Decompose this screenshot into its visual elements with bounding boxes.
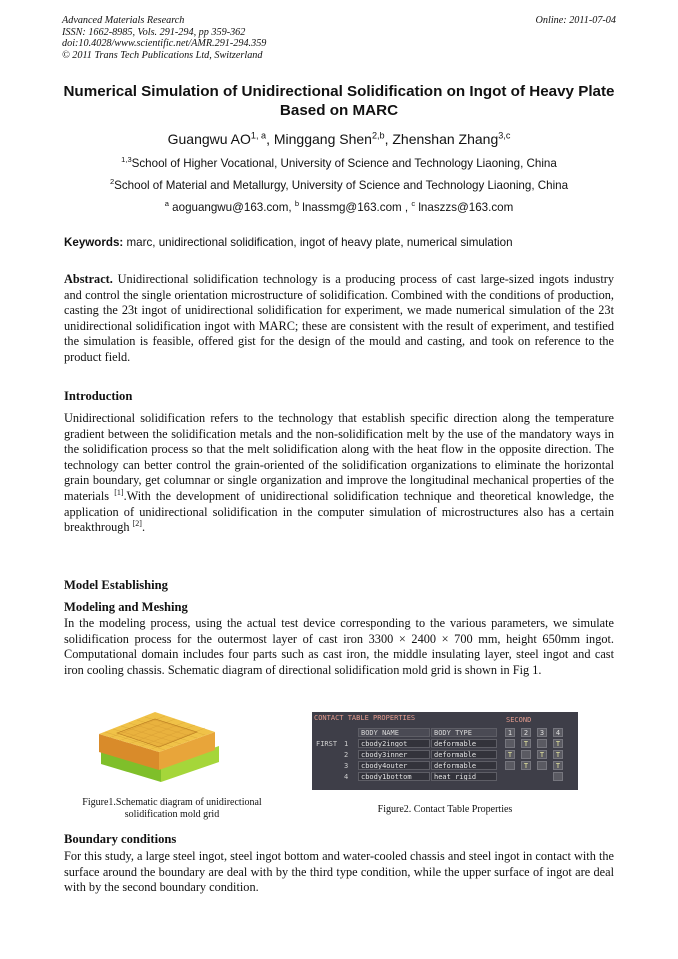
affiliation-1 [0, 157, 678, 170]
body-type-header: BODY TYPE [431, 728, 497, 737]
intro-part-2: .With the development of unidirectional solidification technique and theoretical knowledge, the application of unidirectional solidification in the computer simulation of microstructures also has a certain breakthrough [64, 488, 615, 535]
first-label: FIRST [316, 740, 338, 748]
keywords-label: Keywords: [64, 236, 124, 249]
row-2-cell-2[interactable] [521, 750, 531, 759]
modeling-subheading: Modeling and Meshing [64, 600, 188, 614]
row-2-cell-3[interactable]: T [537, 750, 547, 759]
boundary-heading: Boundary conditions [64, 832, 177, 846]
affiliation-1-text: School of Higher Vocational, University of Science and Technology Liaoning, China [131, 157, 557, 170]
row-4-name: cbody1bottom [358, 772, 430, 781]
row-2-name: cbody3inner [358, 750, 430, 759]
copyright: © 2011 Trans Tech Publications Ltd, Switzerland [62, 49, 263, 61]
doi: doi:10.4028/www.scientific.net/AMR.291-294.359 [62, 38, 267, 49]
row-4-cell-4[interactable] [553, 772, 563, 781]
col-header-1: 1 [505, 728, 515, 737]
author-2-sup: 2,b [371, 130, 385, 141]
body-name-header: BODY NAME [358, 728, 430, 737]
journal-name: Advanced Materials Research [62, 15, 185, 26]
row-2-cell-4[interactable]: T [553, 750, 563, 759]
row-3-cell-3[interactable] [537, 761, 547, 770]
email-b-sup: b [294, 199, 300, 209]
introduction-text [64, 411, 614, 536]
row-1-cell-3[interactable] [537, 739, 547, 748]
email-a-sup: a [164, 199, 169, 209]
col-header-4: 4 [553, 728, 563, 737]
row-3-type: deformable [431, 761, 497, 770]
row-3-name: cbody4outer [358, 761, 430, 770]
citation-2[interactable]: [2] [132, 519, 142, 529]
abstract-text: Unidirectional solidification technology is a producing process of cast large-sized ingots industry and control the single orientation microstructure of solidification. Combined with the conditions of production, casting the 23t ingot of unidirectional solidification for experiment, we made numerical simulation of the 23t unidirectional solidification ingot with MARC; these are consistent with the result of experiment, and testified the simulation is feasible, offered gist for the design of the mould and casting, and took on reference to the product field. [64, 272, 614, 364]
author-1-sup: 1, a [250, 130, 267, 141]
row-number-3: 3 [344, 762, 349, 770]
issn: ISSN: 1662-8985, Vols. 291-294, pp 359-362 [62, 26, 246, 38]
row-2-cell-1[interactable]: T [505, 750, 515, 759]
row-2-type: deformable [431, 750, 497, 759]
citation-1[interactable]: [1] [114, 487, 124, 497]
email-c-sup: c [411, 199, 416, 209]
keywords [64, 236, 513, 249]
email-a[interactable]: aoguangwu@163.com, [172, 201, 292, 214]
row-3-cell-4[interactable]: T [553, 761, 563, 770]
email-line [0, 201, 678, 214]
contact-table-title: CONTACT TABLE PROPERTIES [314, 714, 416, 722]
row-1-name: cbody2ingot [358, 739, 430, 748]
affiliation-2-sup: 2 [109, 177, 115, 187]
row-1-type: deformable [431, 739, 497, 748]
second-label: SECOND [506, 716, 532, 724]
col-header-2: 2 [521, 728, 531, 737]
paper-title: Numerical Simulation of Unidirectional Solidification on Ingot of Heavy Plate Based on MARC [63, 83, 615, 119]
keywords-text: marc, unidirectional solidification, ingot of heavy plate, numerical simulation [126, 236, 513, 249]
row-1-cell-2[interactable]: T [521, 739, 531, 748]
affiliation-2-text: School of Material and Metallurgy, University of Science and Technology Liaoning, China [114, 179, 569, 192]
row-1-cell-1[interactable] [505, 739, 515, 748]
journal-header [62, 15, 266, 61]
figure1-caption: Figure1.Schematic diagram of unidirectional solidification mold grid [82, 797, 262, 820]
contact-table-panel [312, 712, 578, 790]
col-header-3: 3 [537, 728, 547, 737]
row-number-1: 1 [344, 740, 349, 748]
row-1-cell-4[interactable]: T [553, 739, 563, 748]
affiliation-1-sup: 1,3 [121, 155, 132, 165]
author-line: Guangwu AO$^{1, a}$, Minggang Shen$^{2,b}$, Zhenshan Zhang$^{3,c}$ [167, 130, 511, 147]
email-c[interactable]: lnaszzs@163.com [418, 201, 514, 214]
author-2: Minggang Shen [273, 131, 372, 147]
figure2-caption: Figure2. Contact Table Properties [377, 804, 513, 815]
intro-part-1: Unidirectional solidification refers to the technology that establish specific direction along the temperature gradient between the solidification metals and the non-solidification melt by the use of the mandatory ways in the solidification process so that the melt solidification along with the heat flow in the opposite direction. The technology can better control the grain-oriented of the solidification organizations to eliminate the horizontal grain boundary, get columnar or single organization and improve the longitudinal mechanical properties of the materials [64, 411, 614, 503]
model-text: In the modeling process, using the actual test device corresponding to the various parameters, we simulate solidification process for the outermost layer of cast iron 3300 × 2400 × 700 mm, height 650mm ingot. Computational domain includes four parts such as cast iron, the middle insulating layer, steel ingot and cast iron cooling chassis. Schematic diagram of directional solidification mold grid is shown in Fig 1. [64, 616, 614, 677]
author-3-sup: 3,c [498, 130, 511, 141]
email-b[interactable]: lnassmg@163.com , [302, 201, 409, 214]
mold-grid-figure [95, 706, 225, 794]
row-3-cell-2[interactable]: T [521, 761, 531, 770]
row-number-2: 2 [344, 751, 349, 759]
author-3: Zhenshan Zhang [392, 131, 499, 147]
boundary-text: For this study, a large steel ingot, steel ingot bottom and water-cooled chassis and steel ingot in contact with the surface around the boundary are deal with by the third type condition, while the upper surface of ingot are deal with by the second boundary condition. [64, 849, 614, 895]
row-3-cell-1[interactable] [505, 761, 515, 770]
abstract [64, 272, 614, 366]
introduction-heading: Introduction [64, 389, 133, 403]
affiliation-2 [0, 179, 678, 192]
model-heading: Model Establishing [64, 578, 168, 592]
row-number-4: 4 [344, 773, 349, 781]
intro-part-3: . [141, 520, 146, 535]
abstract-label: Abstract. [64, 272, 113, 286]
author-1: Guangwu AO [167, 131, 251, 147]
row-4-type: heat_rigid [431, 772, 497, 781]
online-date: Online: 2011-07-04 [535, 15, 616, 26]
